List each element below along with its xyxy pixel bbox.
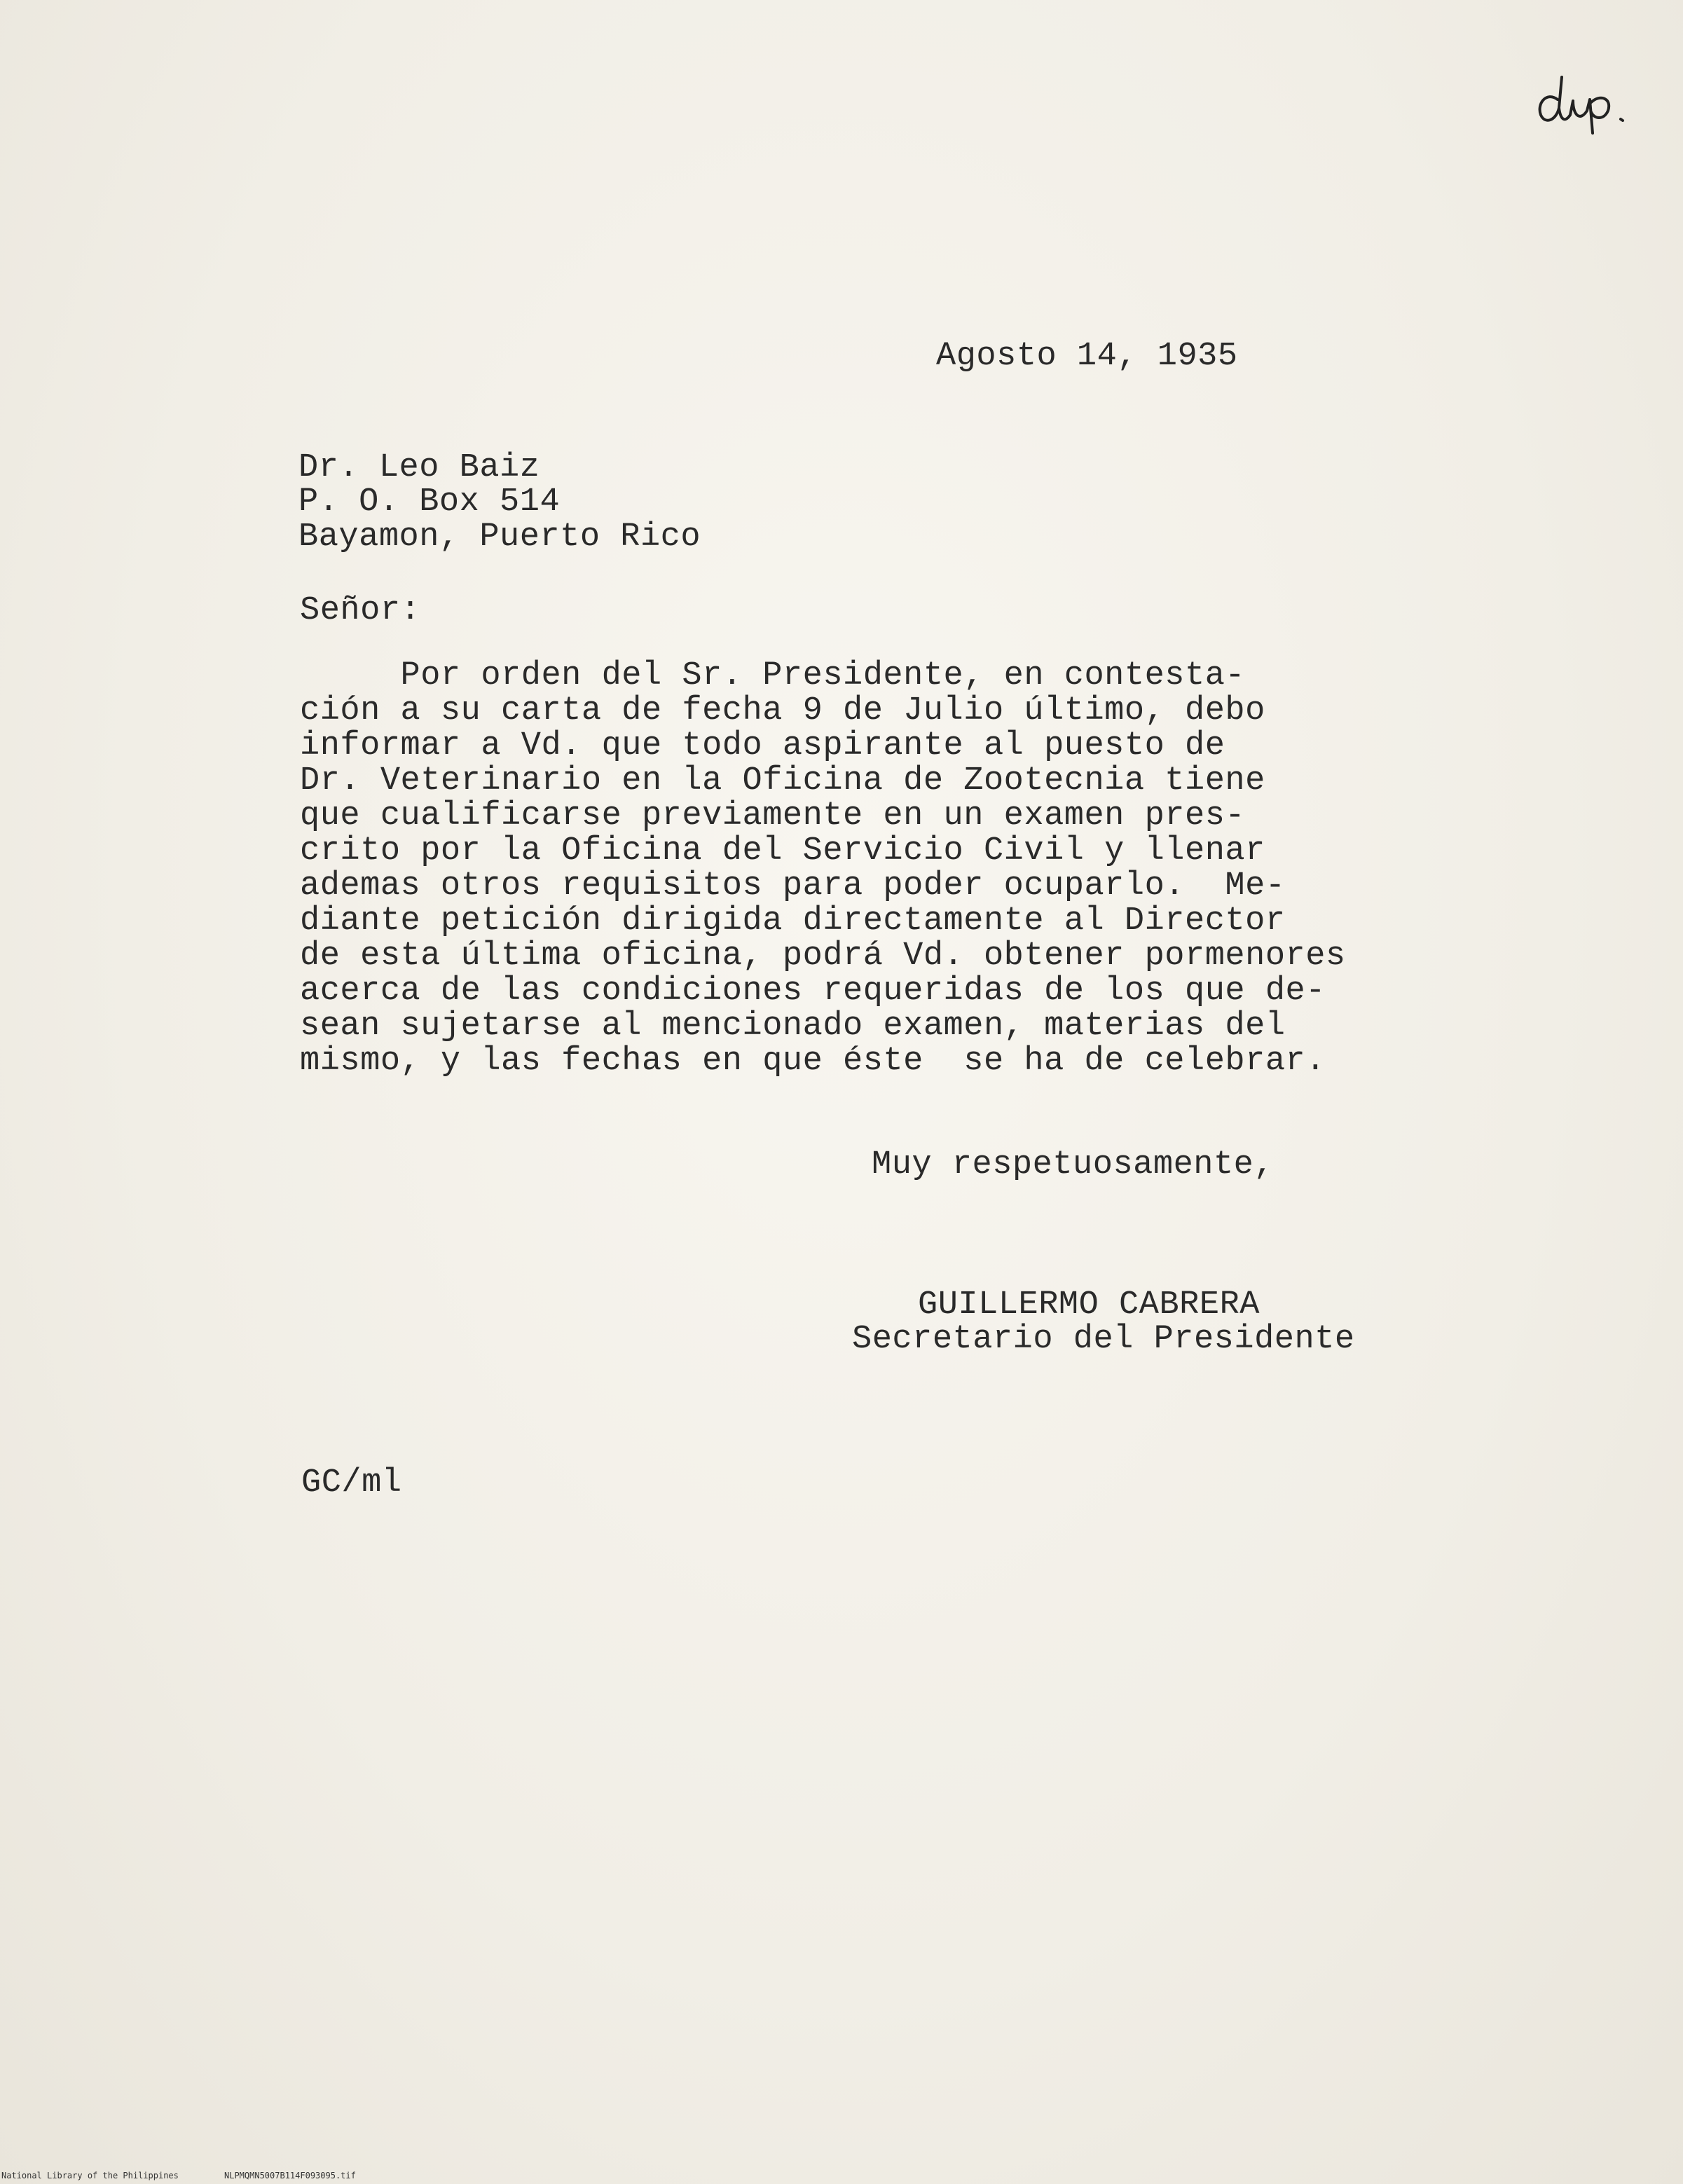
salutation: Señor: [300,592,421,629]
typist-initials: GC/ml [301,1464,402,1502]
body-line: ademas otros requisitos para poder ocuparlo. Me- [300,867,1286,905]
recipient-name: Dr. Leo Baiz [298,449,540,486]
footer-institution: National Library of the Philippines [1,2171,179,2180]
body-line: que cualificarse previamente en un examen pres- [300,797,1246,835]
body-line: acerca de las condiciones requeridas de los que de- [300,973,1326,1010]
handwritten-annotation [1531,56,1643,161]
recipient-box: P. O. Box 514 [298,483,561,521]
body-line: informar a Vd. que todo aspirante al puesto de [300,727,1225,764]
signer-name: GUILLERMO CABRERA [918,1286,1260,1324]
body-line: Dr. Veterinario en la Oficina de Zootecnia tiene [300,762,1265,799]
body-line: crito por la Oficina del Servicio Civil y llenar [300,832,1265,870]
body-line: de esta última oficina, podrá Vd. obtener pormenores [300,938,1346,975]
signer-title: Secretario del Presidente [852,1321,1355,1358]
letter-date: Agosto 14, 1935 [936,338,1238,375]
body-line: diante petición dirigida directamente al Director [300,902,1286,940]
body-line: sean sujetarse al mencionado examen, materias del [300,1008,1286,1045]
body-line: mismo, y las fechas en que éste se ha de celebrar. [300,1043,1326,1080]
footer-file-id: NLPMQMN5007B114F093095.tif [224,2171,356,2180]
body-line: ción a su carta de fecha 9 de Julio último, debo [300,692,1265,729]
recipient-city: Bayamon, Puerto Rico [298,518,701,556]
closing: Muy respetuosamente, [872,1146,1275,1183]
body-line: Por orden del Sr. Presidente, en contesta- [300,657,1246,694]
